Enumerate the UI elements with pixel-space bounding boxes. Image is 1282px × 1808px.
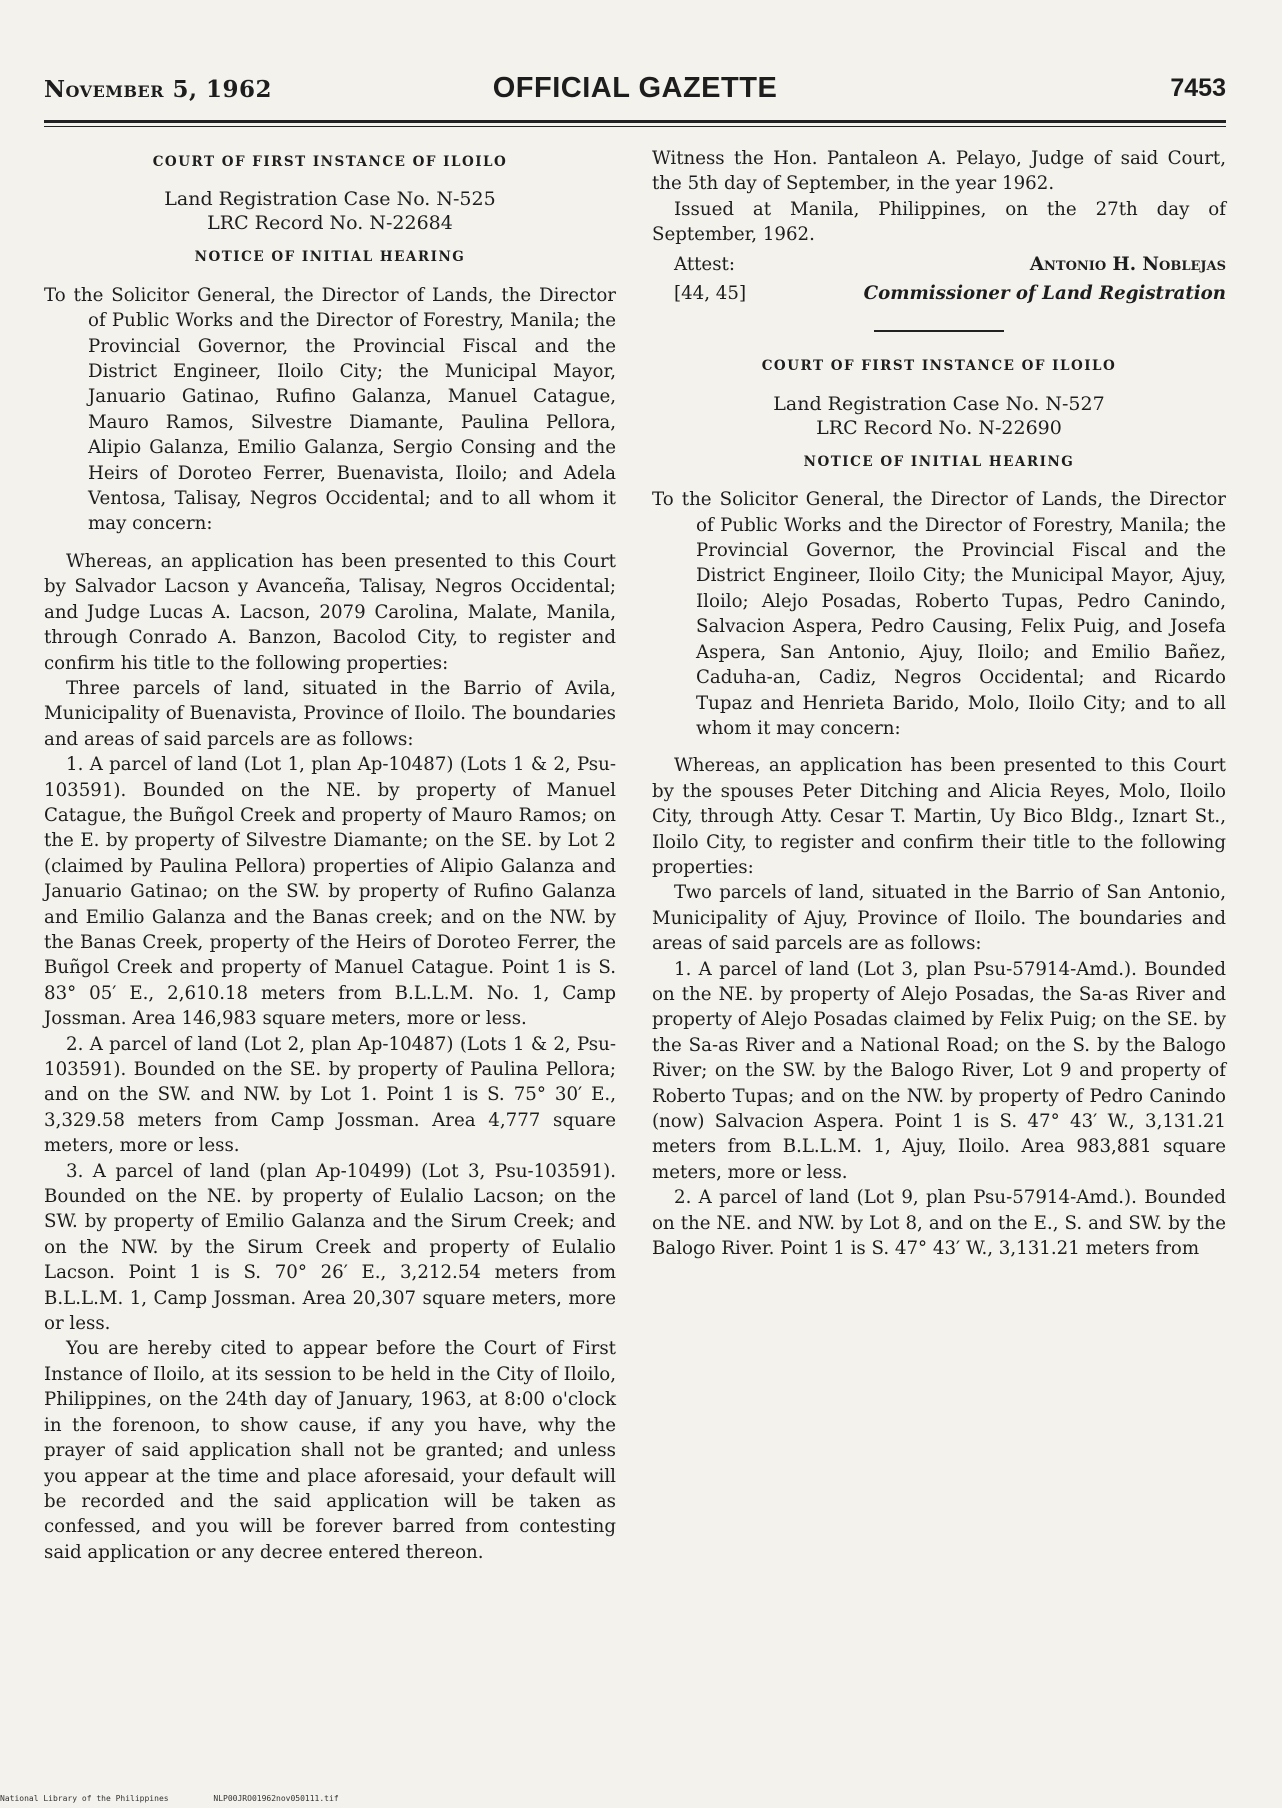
library-credit: National Library of the Philippines xyxy=(0,1794,169,1803)
paragraph: 1. A parcel of land (Lot 3, plan Psu-57914-Amd.). Bounded on the NE. by property of Alejo Posadas, the Sa-as River and property of Alejo Posadas claimed by Felix Puig; on the SE. by the Sa-as River and a National Road; on the S. by the Balogo River; on the SW. by the Balogo River, Lot 9 and property of Roberto Tupas; and on the NW. by property of Pedro Canindo (now) Salvacion Aspera. Point 1 is S. 47° 43′ W., 3,131.21 meters from B.L.L.M. 1, Ajuy, Iloilo. Area 983,881 square meters, more or less. xyxy=(652,958,1226,1183)
signer-title: Commissioner of Land Registration xyxy=(863,283,1226,305)
signature-block xyxy=(652,252,1226,277)
publication-title: OFFICIAL GAZETTE xyxy=(492,72,778,104)
section-divider xyxy=(874,330,1004,332)
paragraph: Three parcels of land, situated in the Barrio of Avila, Municipality of Buenavista, Province of Iloilo. The boundaries and areas of said parcels are as follows: xyxy=(44,677,616,750)
paragraph: Whereas, an application has been presented to this Court by Salvador Lacson y Avanceña, Talisay, Negros Occidental; and Judge Lucas A. Lacson, 2079 Carolina, Malate, Manila, through Conrado A. Banzon, Bacolod City, to register and confirm his title to the following properties: xyxy=(44,550,616,674)
paragraph: Whereas, an application has been presented to this Court by the spouses Peter Ditching and Alicia Reyes, Molo, Iloilo City, through Atty. Cesar T. Martin, Uy Bico Bldg., Iznart St., Iloilo City, to register and confirm their title to the following properties: xyxy=(652,755,1226,878)
record-number: LRC Record No. N-22690 xyxy=(816,416,1062,439)
paragraph: 2. A parcel of land (Lot 2, plan Ap-10487) (Lots 1 & 2, Psu-103591). Bounded on the SE. by property of Paulina Pellora; and on the SW. and NW. by Lot 1. Point 1 is S. 75° 30′ E., 3,329.58 meters from Camp Jossman. Area 4,777 square meters, more or less. xyxy=(44,1033,616,1157)
page-header xyxy=(44,72,1226,116)
paragraph: Issued at Manila, Philippines, on the 27th day of September, 1962. xyxy=(652,198,1226,246)
paragraph: 1. A parcel of land (Lot 1, plan Ap-10487) (Lots 1 & 2, Psu-103591). Bounded on the NE. by property of Manuel Catague, the Buñgol Creek and property of Mauro Ramos; on the E. by property of Silvestre Diamante; on the SE. by Lot 2 (claimed by Paulina Pellora) properties of Alipio Galanza and Januario Gatinao; on the SW. by property of Rufino Galanza and Emilio Galanza and the Banas creek; and on the NW. by the Banas Creek, property of the Heirs of Doroteo Ferrer, the Buñgol Creek and property of Manuel Catague. Point 1 is S. 83° 05′ E., 2,610.18 meters from B.L.L.M. No. 1, Camp Jossman. Area 146,983 square meters, more or less. xyxy=(44,754,616,1030)
header-rule xyxy=(44,120,1226,123)
notice-address: To the Solicitor General, the Director of Lands, the Director of Public Works and the Director of Forestry, Manila; the Provincial Governor, the Provincial Fiscal and the District Engineer, Iloilo City; the Municipal Mayor, Januario Gatinao, Rufino Galanza, Manuel Catague, Mauro Ramos, Silvestre Diamante, Paulina Pellora, Alipio Galanza, Emilio Galanza, Sergio Consing and the Heirs of Doroteo Ferrer, Buenavista, Iloilo; and Adela Ventosa, Talisay, Negros Occidental; and to all whom it may concern: xyxy=(44,284,616,535)
file-name: NLP00JRO01962nov050111.tif xyxy=(213,1794,339,1803)
scan-footer xyxy=(0,1794,1282,1803)
paragraph: Witness the Hon. Pantaleon A. Pelayo, Judge of said Court, the 5th day of September, in the year 1962. xyxy=(652,148,1226,195)
paragraph: 3. A parcel of land (plan Ap-10499) (Lot 3, Psu-103591). Bounded on the NE. by property of Eulalio Lacson; on the SW. by property of Emilio Galanza and the Sirum Creek; and on the NW. by the Sirum Creek and property of Eulalio Lacson. Point 1 is S. 70° 26′ E., 3,212.54 meters from B.L.L.M. 1, Camp Jossman. Area 20,307 square meters, more or less. xyxy=(44,1160,616,1335)
court-heading: COURT OF FIRST INSTANCE OF ILOILO xyxy=(761,358,1117,375)
notice-title: NOTICE OF INITIAL HEARING xyxy=(803,453,1075,470)
header-rule-thin xyxy=(44,126,1226,127)
case-heading xyxy=(44,187,616,235)
issue-date: November 5, 1962 xyxy=(44,76,273,103)
case-number: Land Registration Case No. N-525 xyxy=(164,188,496,211)
left-column xyxy=(44,146,616,1565)
notice-address: To the Solicitor General, the Director of Lands, the Director of Public Works and the Director of Forestry, Manila; the Provincial Governor, the Provincial Fiscal and the District Engineer, Iloilo City; the Municipal Mayor, Ajuy, Iloilo; Alejo Posadas, Roberto Tupas, Pedro Canindo, Salvacion Aspera, Pedro Causing, Felix Puig, and Josefa Aspera, San Antonio, Ajuy, Iloilo; and Emilio Bañez, Caduha-an, Cadiz, Negros Occidental; and Ricardo Tupaz and Henrieta Barido, Molo, Iloilo City; and to all whom it may concern: xyxy=(652,489,1226,739)
issue-reference: [44, 45] xyxy=(674,283,747,305)
paragraph: You are hereby cited to appear before the Court of First Instance of Iloilo, at its session to be held in the City of Iloilo, Philippines, on the 24th day of January, 1963, at 8:00 o'clock in the forenoon, to show cause, if any you have, why the prayer of said application shall not be granted; and unless you appear at the time and place aforesaid, your default will be recorded and the said application will be taken as confessed, and you will be forever barred from contesting said application or any decree entered thereon. xyxy=(44,1338,616,1563)
paragraph: Two parcels of land, situated in the Barrio of San Antonio, Municipality of Ajuy, Province of Iloilo. The boundaries and areas of said parcels are as follows: xyxy=(652,882,1226,955)
page-number: 7453 xyxy=(1170,74,1226,102)
paragraph: 2. A parcel of land (Lot 9, plan Psu-57914-Amd.). Bounded on the NE. and NW. by Lot 8, and on the E., S. and SW. by the Balogo River. Point 1 is S. 47° 43′ W., 3,131.21 meters from xyxy=(652,1187,1226,1260)
signature-title-row xyxy=(652,281,1226,306)
right-column xyxy=(652,146,1226,1261)
case-number: Land Registration Case No. N-527 xyxy=(773,392,1105,415)
notice-title: NOTICE OF INITIAL HEARING xyxy=(194,249,466,266)
case-heading xyxy=(652,392,1226,440)
record-number: LRC Record No. N-22684 xyxy=(207,212,453,235)
attest-label: Attest: xyxy=(674,253,735,275)
signer-name: Antonio H. Noblejas xyxy=(1029,253,1226,275)
court-heading: COURT OF FIRST INSTANCE OF ILOILO xyxy=(152,154,508,170)
